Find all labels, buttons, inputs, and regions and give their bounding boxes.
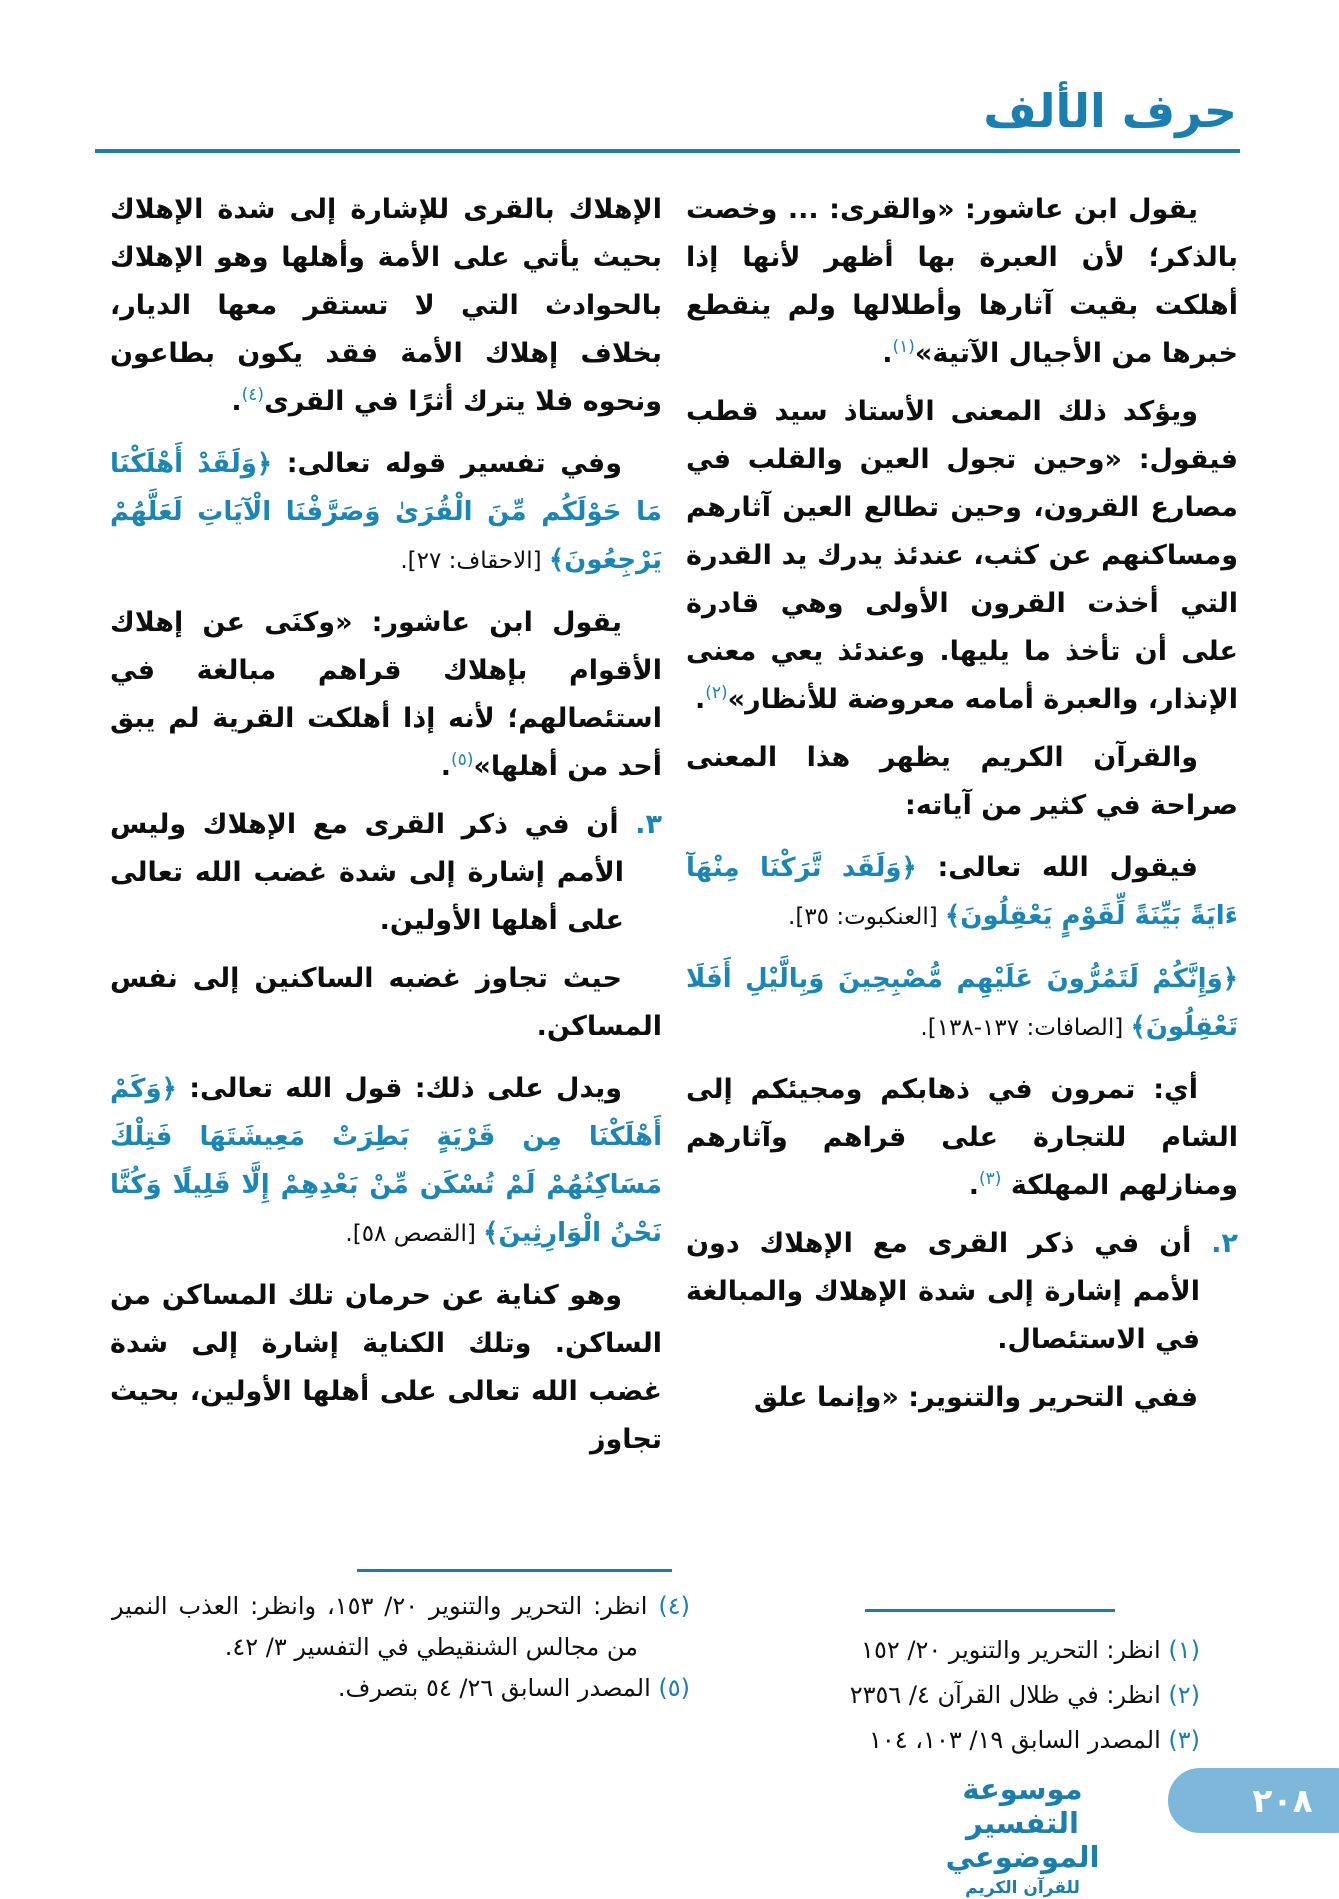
- paragraph: [686, 955, 1238, 1052]
- paragraph: [110, 955, 662, 1051]
- verse-citation: [العنكبوت: ٣٥].: [788, 904, 946, 930]
- body-text: .: [440, 751, 452, 782]
- paragraph: [110, 1065, 662, 1258]
- verse-citation: [القصص ٥٨].: [345, 1221, 484, 1247]
- paragraph: [686, 186, 1238, 378]
- footnote-ref: (١): [892, 337, 915, 357]
- footnote: [700, 1718, 1200, 1763]
- footnote-marker: (٥): [650, 1674, 690, 1702]
- page-number-badge: [1168, 1768, 1339, 1833]
- body-text: ويؤكد ذلك المعنى الأستاذ سيد قطب فيقول: «وحين تجول العين والقلب في مصارع القرون، وحين تطالع العين آثارهم ومساكنهم عن كثب، عندئذ يدرك يد القدرة التي أخذت القرون الأولى وهي قادرة على أن تأخذ ما يليها. وعندئذ يعي معنى الإنذار، والعبرة أمامه معروضة للأنظار»: [686, 396, 1238, 715]
- paragraph: [110, 1272, 662, 1464]
- footnote-ref: (٤): [241, 385, 265, 405]
- paragraph: [110, 801, 662, 945]
- footnote: [112, 1586, 690, 1668]
- publisher-logo-title: موسوعة التفسير الموضوعي: [945, 1772, 1100, 1874]
- body-text: يقول ابن عاشور: «وكنَى عن إهلاك الأقوام بإهلاك قراهم مبالغة في استئصالهم؛ لأنه إذا أهلكت القرية لم يبق أحد من أهلها»: [110, 607, 662, 782]
- paragraph: [110, 599, 662, 791]
- body-text: حيث تجاوز غضبه الساكنين إلى نفس المساكن.: [110, 963, 662, 1042]
- footnote-marker: (١): [1160, 1636, 1200, 1664]
- footnote: [112, 1668, 690, 1709]
- quran-verse: ﴿وَإِنَّكُمْ لَتَمُرُّونَ عَلَيْهِم مُّصْبِحِينَ وَبِالَّيْلِ أَفَلَا تَعْقِلُونَ﴾: [686, 964, 1238, 1042]
- footnote-separator-left: [357, 1569, 672, 1572]
- body-text: وفي تفسير قوله تعالى:: [272, 448, 622, 479]
- footnote-text: انظر: في ظلال القرآن ٤/ ٢٣٥٦: [849, 1681, 1161, 1709]
- footnote-text: المصدر السابق ٢٦/ ٥٤ بتصرف.: [337, 1674, 651, 1702]
- footnote-ref: (٣): [979, 1169, 1002, 1189]
- paragraph: [110, 440, 662, 585]
- footnote: [700, 1628, 1200, 1673]
- footnote-marker: (٤): [647, 1592, 690, 1620]
- paragraph: [686, 734, 1238, 830]
- quran-verse: ﴿وَكَمْ أَهْلَكْنَا مِن قَرْيَةٍ بَطِرَتْ مَعِيشَتَهَا فَتِلْكَ مَسَاكِنُهُمْ لَمْ تُسْكَن مِّنْ بَعْدِهِمْ إِلَّا قَلِيلًا وَكُنَّا نَحْنُ الْوَارِثِينَ﴾: [110, 1074, 662, 1248]
- text-column-left: [110, 186, 662, 1558]
- header-divider: [95, 149, 1240, 153]
- footnotes-left: [112, 1586, 690, 1709]
- paragraph: [686, 1220, 1238, 1364]
- body-text: الإهلاك بالقرى للإشارة إلى شدة الإهلاك بحيث يأتي على الأمة وأهلها وهو الإهلاك بالحوادث التي لا تستقر معها الديار، بخلاف إهلاك الأمة فقد يكون بطاعون ونحوه فلا يترك أثرًا في القرى: [110, 194, 662, 417]
- body-text: .: [968, 1170, 980, 1201]
- body-text: ويدل على ذلك: قول الله تعالى:: [176, 1073, 622, 1104]
- quran-verse: ﴿وَلَقَد تَّرَكْنَا مِنْهَآ ءَايَةً بَيِّنَةً لِّقَوْمٍ يَعْقِلُونَ﴾: [686, 853, 1238, 931]
- publisher-logo: [905, 1772, 1140, 1899]
- verse-citation: [الاحقاف: ٢٧].: [400, 548, 549, 574]
- footnote-text: المصدر السابق ١٩/ ١٠٣، ١٠٤: [869, 1726, 1161, 1754]
- body-text: يقول ابن عاشور: «والقرى: ... وخصت بالذكر؛ لأن العبرة بها أظهر لأنها إذا أهلكت بقيت آثارها وأطلالها ولم ينقطع خبرها من الأجيال الآتية»: [686, 194, 1238, 369]
- paragraph: [110, 186, 662, 426]
- page-number: ٢٠٨: [1252, 1781, 1313, 1820]
- footnote: [700, 1673, 1200, 1718]
- footnote-separator-right: [865, 1609, 1115, 1612]
- paragraph: [686, 388, 1238, 724]
- paragraph: [686, 1066, 1238, 1210]
- body-text: .: [231, 386, 242, 417]
- footnote-ref: (٢): [705, 683, 728, 703]
- body-text: أن في ذكر القرى مع الإهلاك دون الأمم إشارة إلى شدة الإهلاك والمبالغة في الاستئصال.: [686, 1228, 1212, 1355]
- paragraph: [686, 1374, 1238, 1422]
- body-text: أي: تمرون في ذهابكم ومجيئكم إلى الشام للتجارة على قراهم وآثارهم ومنازلهم المهلكة: [686, 1074, 1238, 1201]
- paragraph: [686, 844, 1238, 941]
- body-text: .: [694, 684, 706, 715]
- list-number: ٢.: [1211, 1228, 1238, 1259]
- text-column-right: [686, 186, 1238, 1601]
- list-number: ٣.: [635, 809, 662, 840]
- body-text: .: [882, 338, 893, 369]
- footnote-ref: (٥): [451, 750, 474, 770]
- body-text: ففي التحرير والتنوير: «وإنما علق: [753, 1382, 1198, 1413]
- footnote-text: انظر: التحرير والتنوير ٢٠/ ١٥٢: [861, 1636, 1161, 1664]
- page-title: حرف الألف: [983, 84, 1237, 138]
- footnote-marker: (٣): [1160, 1726, 1200, 1754]
- publisher-logo-subtitle: للقرآن الكريم: [965, 1878, 1080, 1898]
- footnote-marker: (٢): [1160, 1681, 1200, 1709]
- footnote-text: انظر: التحرير والتنوير ٢٠/ ١٥٣، وانظر: العذب النمير من مجالس الشنقيطي في التفسير ٣/ ٤٢.: [112, 1592, 648, 1661]
- verse-citation: [الصافات: ١٣٧-١٣٨].: [920, 1015, 1131, 1041]
- body-text: فيقول الله تعالى:: [916, 852, 1198, 883]
- body-text: أن في ذكر القرى مع الإهلاك وليس الأمم إشارة إلى شدة غضب الله تعالى على أهلها الأولين.: [110, 809, 636, 936]
- body-text: والقرآن الكريم يظهر هذا المعنى صراحة في كثير من آياته:: [686, 742, 1238, 821]
- quran-verse: ﴿وَلَقَدْ أَهْلَكْنَا مَا حَوْلَكُم مِّنَ الْقُرَىٰ وَصَرَّفْنَا الْآيَاتِ لَعَلَّهُمْ يَرْجِعُونَ﴾: [110, 449, 662, 575]
- footnotes-right: [700, 1628, 1200, 1763]
- body-text: وهو كناية عن حرمان تلك المساكن من الساكن. وتلك الكناية إشارة إلى شدة غضب الله تعالى على أهلها الأولين، بحيث تجاوز: [110, 1280, 662, 1455]
